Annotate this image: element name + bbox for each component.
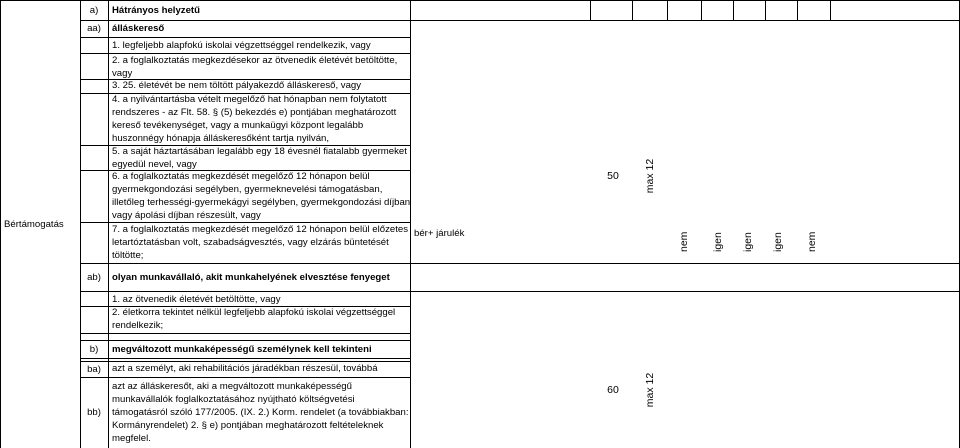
eligibility-flag: igen [742, 232, 754, 252]
row-text-line: 2. a foglalkoztatás megkezdésekor az ötvenedik életévét betöltötte, [112, 55, 398, 66]
table-row [108, 93, 410, 145]
row-text-line: 1. az ötvenedik életévét betöltötte, vagy [112, 294, 281, 305]
support-type-label: bér+ járulék [414, 228, 465, 239]
grid-line [410, 0, 411, 448]
row-text-line: letartóztatásban volt, szabadságvesztés, vagy elzárás büntetését [112, 237, 389, 248]
column-header-divider [667, 0, 668, 20]
table-row [108, 222, 410, 263]
row-text-line: azt a személyt, aki rehabilitációs járadékban részesül, továbbá [112, 363, 378, 374]
table-row [108, 306, 410, 333]
row-text-line: támogatásról szóló 177/2005. (IX. 2.) Korm. rendelet (a továbbiakban: [112, 407, 409, 418]
row-text-line: megváltozott munkaképességű személynek kell tekinteni [112, 344, 372, 355]
row-label: ab) [87, 271, 101, 283]
column-header-divider [590, 0, 591, 20]
row-label-cell [80, 0, 108, 20]
row-text-line: töltötte; [112, 250, 144, 261]
row-text-line: Kormányrendelet) 2. § e) pontjában meghatározott feltételeknek [112, 420, 384, 431]
row-text-line: 1. legfeljebb alapfokú iskolai végzettséggel rendelkezik, vagy [112, 40, 371, 51]
table-row [108, 361, 410, 377]
row-label-cell [80, 361, 108, 377]
row-text-line: álláskereső [112, 23, 165, 34]
support-rate: 50 [607, 170, 619, 182]
row-label: b) [89, 343, 99, 355]
row-label: ba) [87, 363, 101, 375]
column-header-divider [701, 0, 702, 20]
row-text-line: megfelel. [112, 433, 151, 444]
section-label: Bértámogatás [4, 218, 64, 230]
row-text-line: rendelkezik; [112, 320, 164, 331]
row-label: bb) [87, 407, 101, 418]
row-label-cell [80, 377, 108, 448]
support-rate: 60 [607, 384, 619, 396]
row-text-line: 4. a nyilvántartásba vételt megelőző hat hónapban nem folytatott [112, 94, 387, 105]
row-label: aa) [87, 23, 101, 34]
eligibility-flag: igen [712, 232, 724, 252]
row-label: a) [89, 4, 99, 16]
column-header-divider [830, 0, 831, 20]
row-text-line: illetőleg terhességi-gyermekágyi segélyben, gyermekgondozási díjban [112, 197, 411, 208]
table-row [108, 145, 410, 170]
row-heading-reduced-capacity [108, 340, 410, 358]
row-text-line: 5. a saját háztartásában legalább egy 18 évesnél fiatalabb gyermeket [112, 146, 407, 157]
eligibility-flag: nem [678, 231, 690, 252]
table-row [108, 79, 410, 93]
row-heading-disadvantaged [108, 0, 410, 20]
row-heading-endangered-worker [108, 263, 410, 291]
row-label-cell [80, 263, 108, 291]
row-text-line: gyermekgondozási segélyben, gyermeknevelési támogatásban, [112, 184, 383, 195]
row-text-line: 2. életkorra tekintet nélkül legfeljebb alapfokú iskolai végzettséggel [112, 307, 396, 318]
row-text-line: vagy ápolási díjban részesült, vagy [112, 210, 261, 221]
column-header-divider [797, 0, 798, 20]
row-text-line: olyan munkavállaló, akit munkahelyének elvesztése fenyeget [112, 272, 390, 283]
row-text-line: huszonnégy hónapja álláskeresőként tartja nyilván, [112, 133, 330, 144]
blank-row [108, 333, 410, 340]
table-row [108, 37, 410, 53]
row-text-line: munkavállalók foglalkoztatásához nyújtható költségvetési [112, 394, 355, 405]
table-row [108, 170, 410, 222]
row-text-line: 7. a foglalkoztatás megkezdését megelőző 12 hónapon belül előzetes [112, 224, 409, 235]
row-text-line: vagy [112, 68, 133, 79]
table-row [108, 53, 410, 79]
eligibility-flag: igen [772, 232, 784, 252]
column-header-divider [733, 0, 734, 20]
row-text-line: rendszeres - az Flt. 58. § (5) bekezdés e) pontjában meghatározott [112, 107, 397, 118]
row-text-line: 3. 25. életévét be nem töltött pályakezdő álláskereső, vagy [112, 80, 362, 91]
row-heading-jobseeker [108, 20, 410, 37]
row-text-line: azt az álláskeresőt, aki a megváltozott munkaképességű [112, 381, 352, 392]
duration-label: max 12 [644, 372, 656, 408]
row-text-line: Hátrányos helyzetű [112, 5, 200, 16]
table-row [108, 291, 410, 306]
section-label-cell [0, 0, 80, 448]
table-row [108, 377, 410, 448]
row-text-line: 6. a foglalkoztatás megkezdését megelőző 12 hónapon belül [112, 171, 370, 182]
row-text-line: egyedül nevel, vagy [112, 159, 197, 170]
duration-label: max 12 [644, 158, 656, 194]
row-label-cell [80, 20, 108, 37]
column-header-divider [765, 0, 766, 20]
row-text-line: kereső tevékenységet, vagy a munkaügyi központ legalább [112, 120, 364, 131]
column-header-divider [632, 0, 633, 20]
eligibility-flag: nem [806, 231, 818, 252]
row-label-cell [80, 340, 108, 358]
